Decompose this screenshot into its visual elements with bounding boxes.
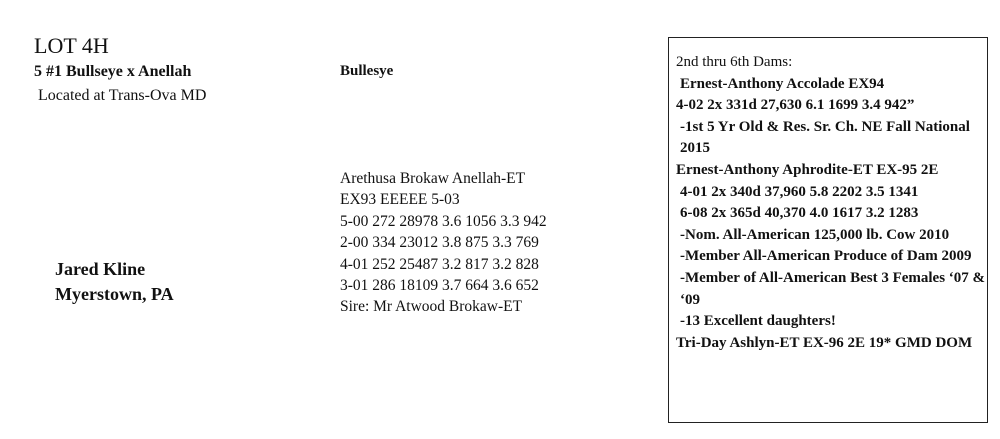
dam3-note: -Nom. All-American 125,000 lb. Cow 2010 xyxy=(680,226,950,243)
dam-name: Arethusa Brokaw Anellah-ET xyxy=(340,170,526,187)
dam3-name: Ernest-Anthony Aphrodite-ET EX-95 2E xyxy=(676,161,939,178)
dam3-note: -Member of All-American Best 3 Females ‘07 & ‘09 xyxy=(680,269,986,308)
lot-location: Located at Trans-Ova MD xyxy=(38,87,207,104)
lot-title: LOT 4H xyxy=(34,33,109,58)
dam-record: 5-00 272 28978 3.6 1056 3.3 942 xyxy=(340,212,547,230)
dam-record: 3-01 286 18109 3.7 664 3.6 652 xyxy=(340,277,539,295)
pedigree-heading: 2nd thru 6th Dams: xyxy=(676,54,793,70)
dam3-note: -Member All-American Produce of Dam 2009 xyxy=(680,248,972,265)
dam-record: 2-00 334 23012 3.8 875 3.3 769 xyxy=(340,234,539,252)
dam-block xyxy=(340,168,547,318)
dam-sire: Sire: Mr Atwood Brokaw-ET xyxy=(340,298,523,316)
pedigree-box xyxy=(668,37,988,423)
owner-name: Jared Kline xyxy=(55,259,146,279)
sire-name: Bullesye xyxy=(340,63,394,79)
dam3-record: 6-08 2x 365d 40,370 4.0 1617 3.2 1283 xyxy=(680,205,919,222)
owner-city: Myerstown, PA xyxy=(55,284,174,304)
lot-subtitle: 5 #1 Bullseye x Anellah xyxy=(34,63,192,80)
dam3-note: -13 Excellent daughters! xyxy=(680,313,836,330)
dam-classification: EX93 EEEEE 5-03 xyxy=(340,191,460,209)
dam2-record: 4-02 2x 331d 27,630 6.1 1699 3.4 942” xyxy=(676,97,915,114)
dam3-record: 4-01 2x 340d 37,960 5.8 2202 3.5 1341 xyxy=(680,183,919,200)
dam-record: 4-01 252 25487 3.2 817 3.2 828 xyxy=(340,255,539,273)
owner-block xyxy=(55,257,174,307)
dam2-note: -1st 5 Yr Old & Res. Sr. Ch. NE Fall National 2015 xyxy=(680,118,970,157)
dam4-name: Tri-Day Ashlyn-ET EX-96 2E 19* GMD DOM xyxy=(676,334,973,351)
dam2-name: Ernest-Anthony Accolade EX94 xyxy=(680,75,885,92)
